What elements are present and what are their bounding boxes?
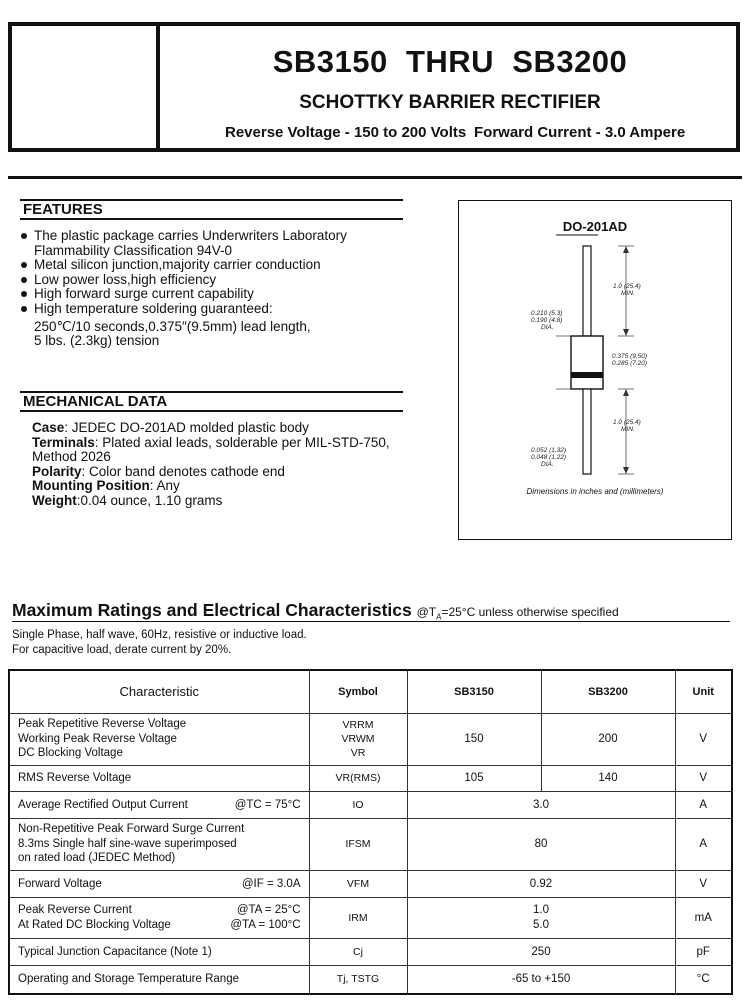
part-range-title: SB3150 THRU SB3200 <box>272 44 628 79</box>
features-heading: FEATURES <box>20 199 403 220</box>
header-divider <box>156 22 160 152</box>
header-symbol: Symbol <box>309 670 407 713</box>
characteristics-table <box>8 669 733 995</box>
lead-length-bottom: 1.0 (25.4) MIN. <box>613 419 641 433</box>
header-rule <box>8 176 742 179</box>
table-row: Forward Voltage @IF = 3.0A VFM 0.92 V <box>9 870 732 897</box>
table-row: Peak Repetitive Reverse Voltage Working Peak Reverse Voltage DC Blocking Voltage VRRM VRWM VR 150 200 V <box>9 713 732 765</box>
feature-item: High forward surge current capability <box>18 287 438 302</box>
terminals-line-2: Method 2026 <box>32 449 111 465</box>
lead-diameter: 0.052 (1.32) 0.048 (1.22) DIA. <box>531 447 567 468</box>
feature-item: The plastic package carries Underwriters Laboratory Flammability Classification 94V-0 <box>18 229 438 258</box>
table-row: Operating and Storage Temperature Range Tj, TSTG -65 to +150 °C <box>9 965 732 994</box>
table-row: RMS Reverse Voltage VR(RMS) 105 140 V <box>9 765 732 791</box>
dimensions-note: Dimensions in inches and (millimeters) <box>526 487 664 496</box>
table-row: Average Rectified Output Current @TC = 75°C IO 3.0 A <box>9 791 732 818</box>
feature-item: High temperature soldering guaranteed: <box>18 302 438 317</box>
package-title: DO-201AD <box>562 219 628 234</box>
feature-item: Metal silicon junction,majority carrier conduction <box>18 258 438 273</box>
header-sb3150: SB3150 <box>407 670 541 713</box>
subtitle: SCHOTTKY BARRIER RECTIFIER <box>299 92 601 113</box>
body-diameter: 0.210 (5.3) 0.190 (4.8) DIA. <box>531 310 563 331</box>
feature-item: Low power loss,high efficiency <box>18 273 438 288</box>
phase-notes: Single Phase, half wave, 60Hz, resistive or inductive load. For capacitive load, derate current by 20%. <box>12 629 307 656</box>
features-list <box>18 229 438 349</box>
table-row: Peak Reverse Current @TA = 25°C At Rated DC Blocking Voltage @TA = 100°C IRM 1.0 5.0 mA <box>9 897 732 938</box>
terminals-line: Terminals: Plated axial leads, solderable per MIL-STD-750, <box>32 434 390 450</box>
case-line: Case: JEDEC DO-201AD molded plastic body <box>32 420 309 435</box>
header-unit: Unit <box>675 670 732 713</box>
ratings-title: Maximum Ratings and Electrical Characteristics $@T_A=25^\circ C$ unless otherwise specified <box>12 600 619 622</box>
header-sb3200: SB3200 <box>541 670 675 713</box>
table-header-row <box>9 670 732 713</box>
header-characteristic: Characteristic <box>9 670 309 713</box>
reverse-voltage-rating: Reverse Voltage - 150 to 200 Volts <box>225 124 467 141</box>
ratings-temp-note: $@T_A=25^\circ C$ unless otherwise specified <box>416 605 619 622</box>
solder-detail-1: 250℃/10 seconds,0.375″(9.5mm) lead length, <box>34 318 311 334</box>
lead-length-top: 1.0 (25.4) MIN. <box>613 283 641 297</box>
solder-detail-2: 5 lbs. (2.3kg) tension <box>34 333 160 349</box>
mechanical-data <box>32 421 432 509</box>
ratings-rule <box>12 621 730 622</box>
forward-current-rating: Forward Current - 3.0 Ampere <box>474 124 686 141</box>
polarity-line: Polarity: Color band denotes cathode end <box>32 463 285 479</box>
body-length: 0.375 (9.50) 0.285 (7.20) <box>612 353 648 367</box>
weight-line: Weight:0.04 ounce, 1.10 grams <box>32 492 223 508</box>
mounting-line: Mounting Position: Any <box>32 478 180 494</box>
table-row: Typical Junction Capacitance (Note 1) Cj 250 pF <box>9 938 732 965</box>
table-row: Non-Repetitive Peak Forward Surge Current 8.3ms Single half sine-wave superimposed on rated load (JEDEC Method) IFSM 80 A <box>9 818 732 870</box>
mechanical-heading: MECHANICAL DATA <box>20 391 403 412</box>
